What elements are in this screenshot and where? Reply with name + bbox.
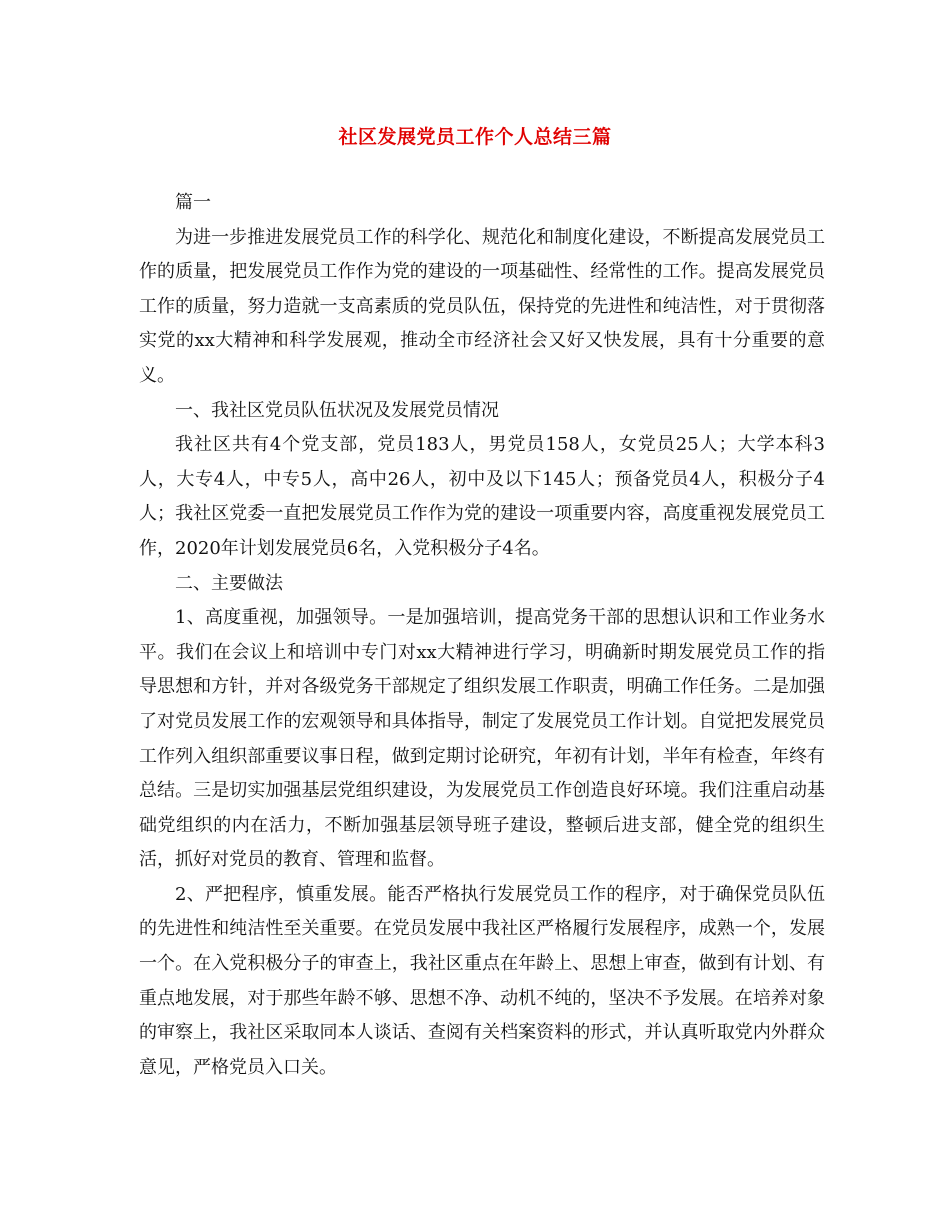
measure-2-paragraph: 2、严把程序，慎重发展。能否严格执行发展党员工作的程序，对于确保党员队伍的先进性和纯洁性至关重要。在党员发展中我社区严格履行发展程序，成熟一个，发展一个。在入党积极分子的审查上，我社区重点在年龄上、思想上审查，做到有计划、有重点地发展，对于那些年龄不够、思想不净、动机不纯的，坚决不予发展。在培养对象的审察上，我社区采取同本人谈话、查阅有关档案资料的形式，并认真听取党内外群众意见，严格党员入口关。 (139, 883, 825, 1078)
membership-paragraph: 我社区共有4个党支部，党员183人，男党员158人，女党员25人；大学本科3人，大专4人，中专5人，高中26人，初中及以下145人；预备党员4人，积极分子4人；我社区党委一直把发展党员工作作为党的建设一项重要内容，高度重视发展党员工作，2020年计划发展党员6名，入党积极分子4名。 (139, 434, 825, 559)
document-body (139, 186, 825, 1085)
measure-1-paragraph: 1、高度重视，加强领导。一是加强培训，提高党务干部的思想认识和工作业务水平。我们在会议上和培训中专门对xx大精神进行学习，明确新时期发展党员工作的指导思想和方针，并对各级党务干部规定了组织发展工作职责，明确工作任务。二是加强了对党员发展工作的宏观领导和具体指导，制定了发展党员工作计划。自觉把发展党员工作列入组织部重要议事日程，做到定期讨论研究，年初有计划，半年有检查，年终有总结。三是切实加强基层党组织建设，为发展党员工作创造良好环境。我们注重启动基础党组织的内在活力，不断加强基层领导班子建设，整顿后进支部，健全党的组织生活，抓好对党员的教育、管理和监督。 (139, 607, 825, 871)
section-label-part-one: 篇一 (175, 192, 211, 213)
document-title: 社区发展党员工作个人总结三篇 (338, 126, 612, 148)
section-heading-2: 二、主要做法 (175, 572, 283, 594)
intro-paragraph: 为进一步推进发展党员工作的科学化、规范化和制度化建设，不断提高发展党员工作的质量，把发展党员工作作为党的建设的一项基础性、经常性的工作。提高发展党员工作的质量，努力造就一支高素质的党员队伍，保持党的先进性和纯洁性，对于贯彻落实党的xx大精神和科学发展观，推动全市经济社会又好又快发展，具有十分重要的意义。 (139, 226, 825, 386)
section-heading-1: 一、我社区党员队伍状况及发展党员情况 (175, 399, 499, 421)
